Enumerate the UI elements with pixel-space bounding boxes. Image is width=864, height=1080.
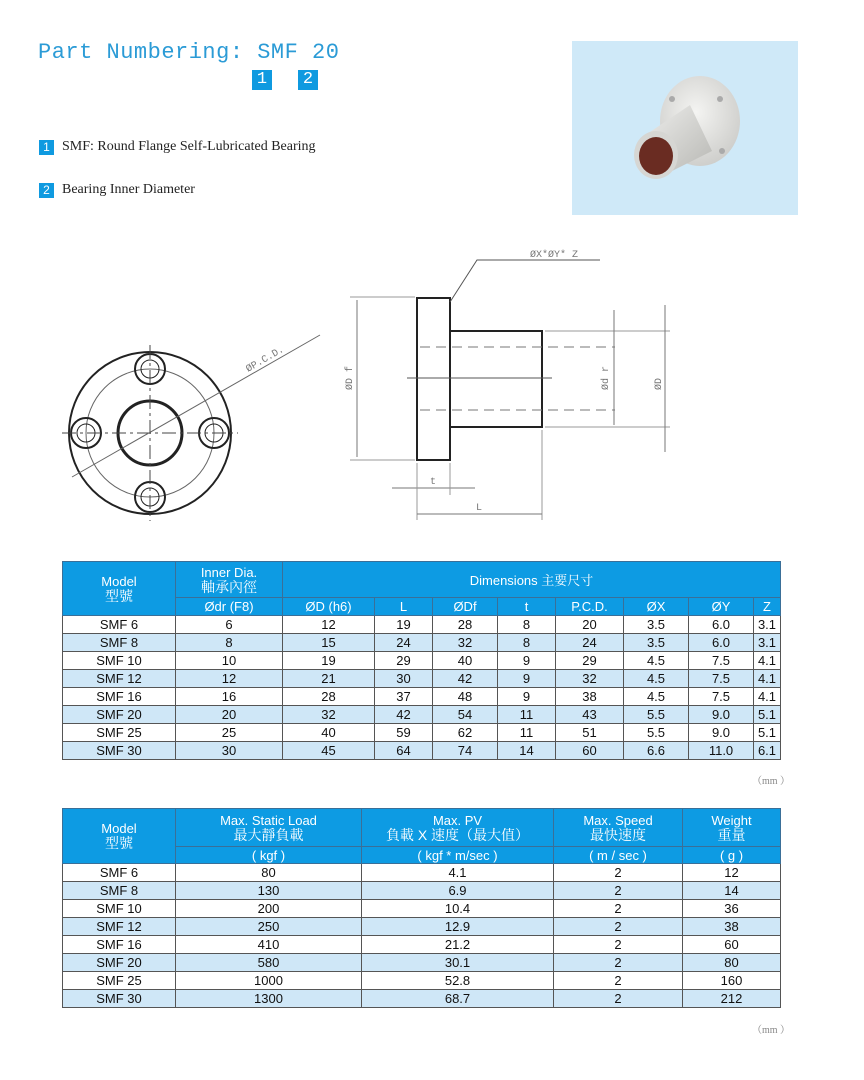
inner-dia-header-zh: 軸承內徑 — [201, 578, 257, 595]
unit-label-2: （mm ） — [752, 1025, 791, 1036]
model-cell: SMF 8 — [63, 882, 176, 900]
subheader-0: Ødr (F8) — [176, 598, 283, 616]
col-header-zh: 重量 — [717, 826, 746, 843]
value-cell: 4.5 — [624, 688, 689, 706]
value-cell: 11.0 — [689, 742, 754, 760]
value-cell: 38 — [683, 918, 781, 936]
value-cell: 2 — [554, 954, 683, 972]
value-cell: 7.5 — [689, 688, 754, 706]
model-cell: SMF 10 — [63, 900, 176, 918]
page-title: Part Numbering: SMF 20 — [38, 40, 340, 65]
dimensions-table — [62, 561, 781, 760]
value-cell: 2 — [554, 972, 683, 990]
value-cell: 130 — [176, 882, 362, 900]
table-row — [63, 900, 781, 918]
value-cell: 32 — [556, 670, 624, 688]
value-cell: 3.5 — [624, 634, 689, 652]
value-cell: 59 — [375, 724, 433, 742]
table-row — [63, 990, 781, 1008]
legend-num-2: 2 — [39, 183, 54, 198]
value-cell: 5.5 — [624, 724, 689, 742]
value-cell: 10.4 — [362, 900, 554, 918]
value-cell: 30 — [375, 670, 433, 688]
table-row — [63, 724, 781, 742]
table-row — [63, 616, 781, 634]
value-cell: 3.5 — [624, 616, 689, 634]
table-row — [63, 936, 781, 954]
value-cell: 14 — [498, 742, 556, 760]
t-label: t — [430, 477, 437, 488]
value-cell: 21.2 — [362, 936, 554, 954]
value-cell: 45 — [283, 742, 375, 760]
table-row — [63, 864, 781, 882]
value-cell: 43 — [556, 706, 624, 724]
value-cell: 80 — [683, 954, 781, 972]
col-header-1 — [362, 809, 554, 847]
value-cell: 24 — [556, 634, 624, 652]
model-header-2-zh: 型號 — [105, 835, 133, 851]
col-header-zh: 負載 X 速度（最大值） — [385, 826, 530, 843]
pcd-label: ØP.C.D. — [244, 344, 287, 376]
model-cell: SMF 12 — [63, 918, 176, 936]
subheader-8: Z — [754, 598, 781, 616]
performance-table — [62, 808, 781, 1008]
value-cell: 15 — [283, 634, 375, 652]
odr-label: Ød r — [601, 365, 612, 390]
value-cell: 2 — [554, 990, 683, 1008]
value-cell: 12.9 — [362, 918, 554, 936]
value-cell: 8 — [498, 616, 556, 634]
value-cell: 4.1 — [754, 688, 781, 706]
table-row — [63, 742, 781, 760]
value-cell: 42 — [375, 706, 433, 724]
value-cell: 37 — [375, 688, 433, 706]
value-cell: 6.9 — [362, 882, 554, 900]
value-cell: 7.5 — [689, 652, 754, 670]
model-cell: SMF 12 — [63, 670, 176, 688]
model-header-2-en: Model — [101, 821, 137, 836]
value-cell: 42 — [433, 670, 498, 688]
table-row — [63, 882, 781, 900]
value-cell: 32 — [433, 634, 498, 652]
value-cell: 29 — [375, 652, 433, 670]
model-cell: SMF 25 — [63, 972, 176, 990]
model-cell: SMF 16 — [63, 936, 176, 954]
value-cell: 212 — [683, 990, 781, 1008]
col-unit-2: ( m / sec ) — [554, 847, 683, 864]
value-cell: 4.5 — [624, 652, 689, 670]
value-cell: 30.1 — [362, 954, 554, 972]
value-cell: 60 — [683, 936, 781, 954]
subheader-1: ØD (h6) — [283, 598, 375, 616]
dimensions-header: Dimensions 主要尺寸 — [283, 562, 781, 598]
value-cell: 16 — [176, 688, 283, 706]
value-cell: 7.5 — [689, 670, 754, 688]
legend-item-2 — [39, 182, 195, 198]
subheader-2: L — [375, 598, 433, 616]
value-cell: 2 — [554, 918, 683, 936]
value-cell: 30 — [176, 742, 283, 760]
od-label: ØD — [654, 377, 665, 390]
value-cell: 12 — [683, 864, 781, 882]
value-cell: 20 — [556, 616, 624, 634]
subheader-6: ØX — [624, 598, 689, 616]
product-photo — [572, 41, 798, 215]
value-cell: 410 — [176, 936, 362, 954]
value-cell: 80 — [176, 864, 362, 882]
col-header-2 — [554, 809, 683, 847]
value-cell: 4.1 — [754, 670, 781, 688]
value-cell: 2 — [554, 864, 683, 882]
value-cell: 2 — [554, 900, 683, 918]
value-cell: 3.1 — [754, 634, 781, 652]
value-cell: 62 — [433, 724, 498, 742]
value-cell: 6 — [176, 616, 283, 634]
model-cell: SMF 10 — [63, 652, 176, 670]
part-tag-2: 2 — [298, 70, 318, 90]
value-cell: 6.0 — [689, 616, 754, 634]
value-cell: 52.8 — [362, 972, 554, 990]
legend-num-1: 1 — [39, 140, 54, 155]
subheader-7: ØY — [689, 598, 754, 616]
legend-text-2: Bearing Inner Diameter — [62, 182, 195, 197]
value-cell: 60 — [556, 742, 624, 760]
model-cell: SMF 20 — [63, 954, 176, 972]
col-header-en: Max. Speed — [583, 812, 653, 828]
value-cell: 9 — [498, 652, 556, 670]
subheader-4: t — [498, 598, 556, 616]
value-cell: 8 — [176, 634, 283, 652]
model-cell: SMF 20 — [63, 706, 176, 724]
value-cell: 11 — [498, 706, 556, 724]
value-cell: 5.5 — [624, 706, 689, 724]
model-cell: SMF 6 — [63, 864, 176, 882]
subheader-3: ØDf — [433, 598, 498, 616]
value-cell: 1300 — [176, 990, 362, 1008]
model-cell: SMF 30 — [63, 990, 176, 1008]
model-cell: SMF 8 — [63, 634, 176, 652]
value-cell: 74 — [433, 742, 498, 760]
legend-item-1 — [39, 139, 316, 155]
col-unit-1: ( kgf * m/sec ) — [362, 847, 554, 864]
l-label: L — [476, 503, 483, 514]
table-row — [63, 634, 781, 652]
value-cell: 9.0 — [689, 706, 754, 724]
subheader-5: P.C.D. — [556, 598, 624, 616]
value-cell: 3.1 — [754, 616, 781, 634]
value-cell: 40 — [283, 724, 375, 742]
value-cell: 10 — [176, 652, 283, 670]
value-cell: 29 — [556, 652, 624, 670]
value-cell: 64 — [375, 742, 433, 760]
value-cell: 14 — [683, 882, 781, 900]
inner-dia-header-en: Inner Dia. — [200, 564, 258, 580]
unit-label-1: （mm ） — [752, 776, 791, 787]
value-cell: 19 — [283, 652, 375, 670]
value-cell: 21 — [283, 670, 375, 688]
col-header-en: Max. Static Load — [220, 812, 317, 828]
value-cell: 24 — [375, 634, 433, 652]
model-header-zh: 型號 — [105, 587, 133, 604]
table-row — [63, 706, 781, 724]
table-row — [63, 652, 781, 670]
bearing-image-icon — [572, 41, 798, 215]
value-cell: 40 — [433, 652, 498, 670]
model-cell: SMF 30 — [63, 742, 176, 760]
value-cell: 5.1 — [754, 706, 781, 724]
front-view — [62, 335, 320, 521]
table-row — [63, 972, 781, 990]
table-row — [63, 688, 781, 706]
value-cell: 20 — [176, 706, 283, 724]
value-cell: 6.6 — [624, 742, 689, 760]
value-cell: 6.1 — [754, 742, 781, 760]
col-header-en: Weight — [711, 812, 752, 828]
value-cell: 51 — [556, 724, 624, 742]
value-cell: 9 — [498, 688, 556, 706]
side-view — [350, 260, 670, 520]
model-header-2 — [63, 809, 176, 864]
value-cell: 250 — [176, 918, 362, 936]
legend-text-1: SMF: Round Flange Self-Lubricated Bearing — [62, 139, 316, 154]
value-cell: 4.1 — [754, 652, 781, 670]
value-cell: 1000 — [176, 972, 362, 990]
value-cell: 11 — [498, 724, 556, 742]
odf-label: ØD f — [345, 365, 356, 390]
value-cell: 28 — [433, 616, 498, 634]
model-header — [63, 562, 176, 616]
value-cell: 9 — [498, 670, 556, 688]
value-cell: 160 — [683, 972, 781, 990]
col-header-3 — [683, 809, 781, 847]
table-row — [63, 918, 781, 936]
value-cell: 8 — [498, 634, 556, 652]
col-header-en: Max. PV — [432, 812, 483, 828]
value-cell: 2 — [554, 936, 683, 954]
model-cell: SMF 16 — [63, 688, 176, 706]
col-unit-3: ( g ) — [683, 847, 781, 864]
value-cell: 38 — [556, 688, 624, 706]
part-tag-1: 1 — [252, 70, 272, 90]
value-cell: 4.5 — [624, 670, 689, 688]
value-cell: 12 — [176, 670, 283, 688]
value-cell: 25 — [176, 724, 283, 742]
model-header-en: Model — [101, 573, 137, 589]
model-cell: SMF 25 — [63, 724, 176, 742]
inner-dia-header — [176, 562, 283, 598]
value-cell: 12 — [283, 616, 375, 634]
value-cell: 580 — [176, 954, 362, 972]
col-header-zh: 最快速度 — [590, 826, 646, 843]
value-cell: 48 — [433, 688, 498, 706]
hole-label: ØX*ØY* Z — [530, 250, 579, 261]
value-cell: 4.1 — [362, 864, 554, 882]
table-row — [63, 954, 781, 972]
col-unit-0: ( kgf ) — [176, 847, 362, 864]
technical-drawing — [0, 230, 864, 530]
col-header-0 — [176, 809, 362, 847]
value-cell: 5.1 — [754, 724, 781, 742]
model-cell: SMF 6 — [63, 616, 176, 634]
value-cell: 32 — [283, 706, 375, 724]
value-cell: 9.0 — [689, 724, 754, 742]
value-cell: 19 — [375, 616, 433, 634]
table-row — [63, 670, 781, 688]
value-cell: 36 — [683, 900, 781, 918]
value-cell: 6.0 — [689, 634, 754, 652]
value-cell: 54 — [433, 706, 498, 724]
value-cell: 200 — [176, 900, 362, 918]
value-cell: 68.7 — [362, 990, 554, 1008]
col-header-zh: 最大靜負載 — [233, 826, 304, 843]
value-cell: 2 — [554, 882, 683, 900]
value-cell: 28 — [283, 688, 375, 706]
